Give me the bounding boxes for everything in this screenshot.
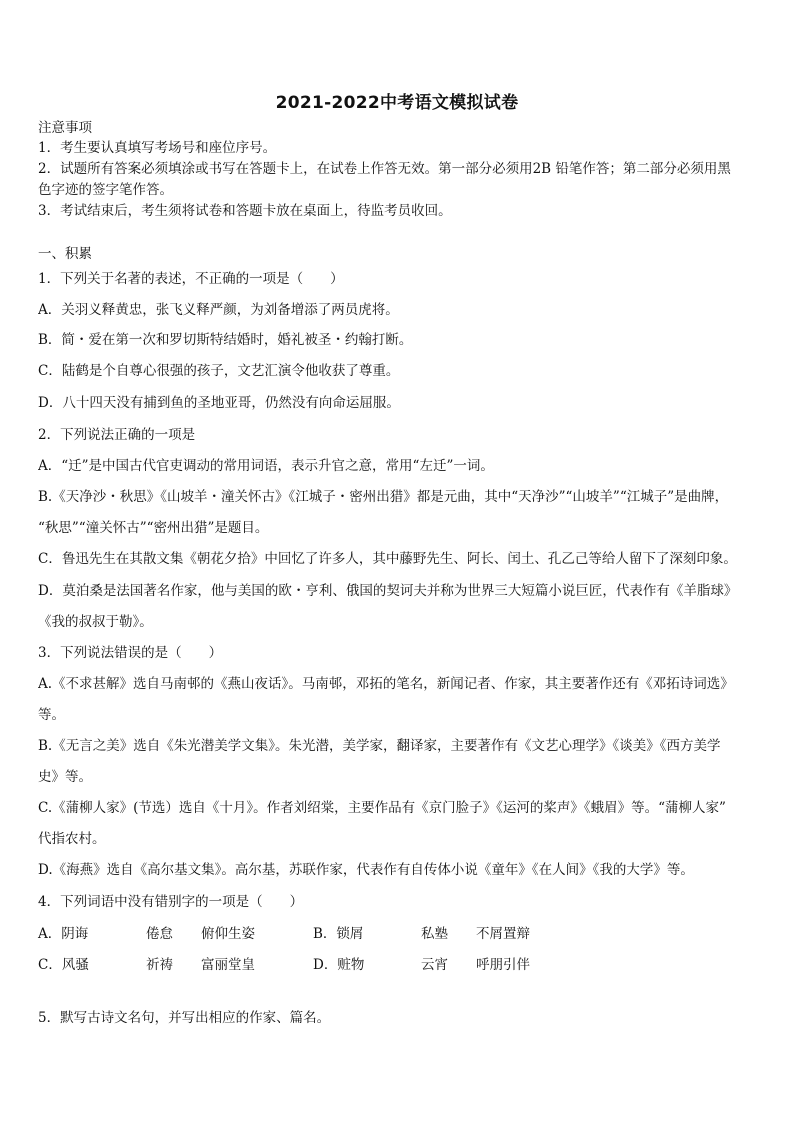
question-option: “秋思”“潼关怀古”“密州出猎”是题目。 [38, 520, 269, 536]
question-option: A．“迁”是中国古代官吏调动的常用词语，表示升官之意，常用“左迁”一词。 [38, 458, 494, 474]
question-stem: 4．下列词语中没有错别字的一项是（ ） [38, 894, 304, 910]
word-item: C．风骚 [38, 957, 89, 973]
exam-title: 2021-2022中考语文模拟试卷 [275, 93, 519, 113]
word-item: 祈祷 [146, 957, 173, 973]
word-item: 云宵 [421, 957, 448, 973]
notice-item: 1．考生要认真填写考场号和座位序号。 [38, 140, 277, 156]
question-option: 史》等。 [38, 769, 92, 785]
word-item: 倦怠 [146, 926, 173, 942]
question-stem: 2．下列说法正确的一项是 [38, 427, 196, 443]
word-item: B．锁屑 [313, 926, 364, 942]
question-option: 等。 [38, 707, 65, 723]
question-option: 《我的叔叔于勒》。 [38, 614, 153, 630]
question-option: C.《蒲柳人家》(节选）选自《十月》。作者刘绍棠，主要作品有《京门脸子》《运河的桨声》《蛾眉》等。“蒲柳人家” [38, 800, 726, 816]
word-item: 不屑置辩 [476, 926, 530, 942]
notice-heading: 注意事项 [38, 120, 92, 136]
question-option: 代指农村。 [38, 831, 106, 847]
word-item: 私塾 [421, 926, 448, 942]
section-heading: 一、积累 [38, 246, 92, 262]
question-option: C．陆鹤是个自尊心很强的孩子，文艺汇演令他收获了尊重。 [38, 363, 400, 379]
word-item: 俯仰生姿 [201, 926, 255, 942]
question-stem: 3．下列说法错误的是（ ） [38, 645, 223, 661]
word-item: D．赃物 [313, 957, 365, 973]
question-option: B．简・爱在第一次和罗切斯特结婚时，婚礼被圣・约翰打断。 [38, 332, 413, 348]
question-option: B.《无言之美》选自《朱光潜美学文集》。朱光潜，美学家，翻译家，主要著作有《文艺心理学》《谈美》《西方美学 [38, 738, 721, 754]
word-item: A．阴诲 [38, 926, 89, 942]
question-stem: 5．默写古诗文名句，并写出相应的作家、篇名。 [38, 1010, 331, 1026]
question-option: B.《天净沙・秋思》《山坡羊・潼关怀古》《江城子・密州出猎》都是元曲，其中“天净沙”“山坡羊”“江城子”是曲牌， [38, 489, 729, 505]
question-option: D．莫泊桑是法国著名作家，他与美国的欧・亨利、俄国的契诃夫并称为世界三大短篇小说巨匠，代表作有《羊脂球》 [38, 583, 738, 599]
question-option: C．鲁迅先生在其散文集《朝花夕拾》中回忆了许多人，其中藤野先生、阿长、闰土、孔乙己等给人留下了深刻印象。 [38, 551, 737, 567]
notice-item: 色字迹的签字笔作答。 [38, 182, 173, 198]
word-item: 呼朋引伴 [476, 957, 530, 973]
question-option: D.《海燕》选自《高尔基文集》。高尔基，苏联作家，代表作有自传体小说《童年》《在人间》《我的大学》等。 [38, 862, 694, 878]
question-option: D．八十四天没有捕到鱼的圣地亚哥，仍然没有向命运屈服。 [38, 395, 400, 411]
notice-item: 2．试题所有答案必须填涂或书写在答题卡上，在试卷上作答无效。第一部分必须用2B 铅笔作答；第二部分必须用黑 [38, 161, 731, 177]
question-option: A.《不求甚解》选自马南邨的《燕山夜话》。马南邨，邓拓的笔名，新闻记者、作家，其主要著作还有《邓拓诗词选》 [38, 676, 734, 692]
question-option: A．关羽义释黄忠，张飞义释严颜，为刘备增添了两员虎将。 [38, 302, 399, 318]
question-stem: 1．下列关于名著的表述，不正确的一项是（ ） [38, 271, 344, 287]
word-item: 富丽堂皇 [201, 957, 255, 973]
notice-item: 3．考试结束后，考生须将试卷和答题卡放在桌面上，待监考员收回。 [38, 203, 452, 219]
